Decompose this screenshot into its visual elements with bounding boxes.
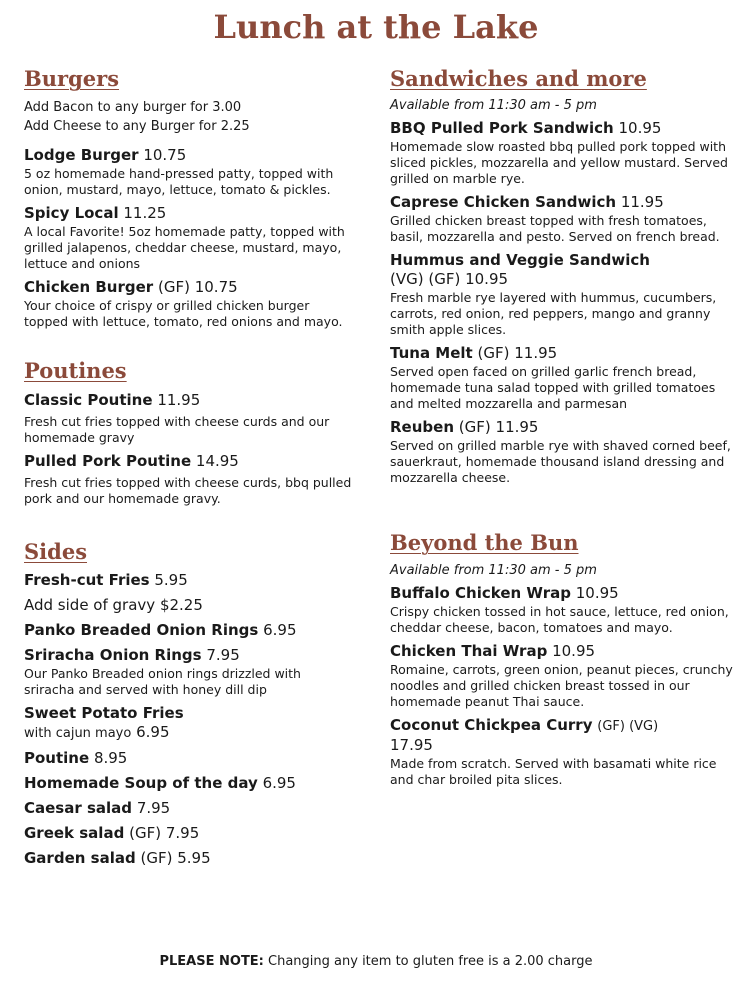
item-name: Lodge Burger bbox=[24, 146, 139, 165]
menu-item bbox=[390, 344, 735, 412]
item-name: Poutine bbox=[24, 748, 90, 767]
menu-item bbox=[24, 278, 354, 330]
item-name: Buffalo Chicken Wrap bbox=[390, 583, 571, 602]
item-tags: (GF) (VG) bbox=[597, 718, 659, 734]
item-tags: (GF) bbox=[477, 344, 510, 363]
item-tags: (GF) bbox=[129, 823, 162, 842]
item-description: Fresh marble rye layered with hummus, cucumbers, carrots, red onion, red peppers, mango and granny smith apple slices. bbox=[390, 290, 717, 338]
item-name: Coconut Chickpea Curry bbox=[390, 715, 593, 734]
burgers-heading: Burgers bbox=[24, 66, 120, 91]
menu-item bbox=[390, 418, 735, 486]
item-price: 11.95 bbox=[157, 390, 201, 409]
menu-item bbox=[24, 774, 354, 793]
item-price: 11.95 bbox=[620, 193, 664, 212]
item-price: 10.95 bbox=[465, 270, 509, 289]
bun-availability: Available from 11:30 am - 5 pm bbox=[390, 562, 597, 578]
menu-item bbox=[24, 391, 354, 446]
item-name: Reuben bbox=[390, 418, 454, 437]
item-name: Pulled Pork Poutine bbox=[24, 451, 192, 470]
sandwiches-availability: Available from 11:30 am - 5 pm bbox=[390, 98, 597, 114]
item-sub: with cajun mayo bbox=[24, 725, 132, 741]
menu-item bbox=[24, 749, 354, 768]
item-tags: (GF) bbox=[157, 278, 190, 297]
item-description: A local Favorite! 5oz homemade patty, topped with grilled jalapenos, cheddar cheese, mustard, mayo, lettuce and onions bbox=[24, 224, 345, 272]
item-name: Spicy Local bbox=[24, 204, 119, 223]
menu-item bbox=[24, 452, 354, 507]
menu-item bbox=[390, 584, 735, 636]
menu-item bbox=[24, 849, 354, 868]
menu-item bbox=[24, 204, 354, 272]
item-name: Hummus and Veggie Sandwich bbox=[390, 251, 650, 270]
right-column bbox=[390, 66, 735, 788]
menu-item bbox=[24, 571, 354, 590]
menu-item bbox=[24, 799, 354, 818]
menu-item bbox=[390, 642, 735, 710]
item-description: Grilled chicken breast topped with fresh tomatoes, basil, mozzarella and pesto. Served on french bread. bbox=[390, 213, 720, 245]
sides-heading: Sides bbox=[24, 538, 88, 564]
menu-item bbox=[24, 704, 354, 743]
poutines-heading: Poutines bbox=[24, 358, 127, 384]
item-description: Our Panko Breaded onion rings drizzled with sriracha and served with honey dill dip bbox=[24, 665, 301, 697]
item-name: Homemade Soup of the day bbox=[24, 773, 258, 792]
menu-item bbox=[390, 716, 735, 788]
sandwiches-heading: Sandwiches and more bbox=[390, 66, 647, 91]
item-description: Made from scratch. Served with basamati white rice and char broiled pita slices. bbox=[390, 755, 717, 787]
menu-item bbox=[24, 646, 354, 698]
item-name: Sweet Potato Fries bbox=[24, 703, 184, 722]
item-name: Tuna Melt bbox=[390, 344, 473, 363]
item-price: 6.95 bbox=[263, 620, 297, 639]
item-description: 5 oz homemade hand-pressed patty, topped with onion, mustard, mayo, lettuce, tomato & pickles. bbox=[24, 166, 334, 198]
item-price: 7.95 bbox=[206, 645, 240, 664]
item-name: BBQ Pulled Pork Sandwich bbox=[390, 119, 614, 138]
footer-text: Changing any item to gluten free is a 2.00 charge bbox=[263, 954, 593, 969]
item-name: Panko Breaded Onion Rings bbox=[24, 620, 259, 639]
item-description: Homemade slow roasted bbq pulled pork topped with sliced pickles, mozzarella and yellow mustard. Served grilled on marble rye. bbox=[390, 139, 728, 187]
menu-item bbox=[390, 119, 735, 187]
item-name: Garden salad bbox=[24, 848, 136, 867]
gluten-free-note bbox=[0, 954, 752, 969]
item-description: Romaine, carrots, green onion, peanut pieces, crunchy noodles and grilled chicken breast tossed in our homemade peanut Thai sauce. bbox=[390, 661, 733, 709]
item-price: 7.95 bbox=[165, 823, 200, 842]
item-tags: (GF) bbox=[458, 418, 491, 437]
menu-item bbox=[24, 824, 354, 843]
item-description: Fresh cut fries topped with cheese curds and our homemade gravy bbox=[24, 413, 330, 445]
item-name: Fresh-cut Fries bbox=[24, 570, 150, 589]
item-price: 17.95 bbox=[390, 735, 433, 754]
item-price: 10.95 bbox=[575, 583, 619, 602]
item-price: 10.95 bbox=[552, 641, 596, 660]
left-column bbox=[24, 66, 354, 868]
item-name: Classic Poutine bbox=[24, 390, 153, 409]
item-price: 7.95 bbox=[136, 798, 171, 817]
item-price: 8.95 bbox=[93, 748, 128, 767]
item-name: Caprese Chicken Sandwich bbox=[390, 193, 617, 212]
item-price: 6.95 bbox=[262, 773, 296, 792]
item-price: 11.95 bbox=[495, 418, 539, 437]
item-price: 10.75 bbox=[194, 278, 238, 297]
cheese-note: Add Cheese to any Burger for 2.25 bbox=[24, 119, 250, 135]
item-name: Sriracha Onion Rings bbox=[24, 645, 202, 664]
gravy-note: Add side of gravy $2.25 bbox=[24, 595, 203, 614]
item-price: 10.95 bbox=[618, 119, 662, 138]
menu-item bbox=[390, 193, 735, 245]
item-price: 11.95 bbox=[514, 344, 558, 363]
item-price: 6.95 bbox=[136, 722, 170, 741]
item-description: Your choice of crispy or grilled chicken burger topped with lettuce, tomato, red onions and mayo. bbox=[24, 298, 343, 330]
item-name: Chicken Thai Wrap bbox=[390, 641, 548, 660]
item-name: Greek salad bbox=[24, 823, 125, 842]
item-name: Chicken Burger bbox=[24, 278, 154, 297]
item-price: 10.75 bbox=[138, 146, 187, 165]
item-description: Fresh cut fries topped with cheese curds, bbq pulled pork and our homemade gravy. bbox=[24, 474, 352, 506]
item-description: Served on grilled marble rye with shaved corned beef, sauerkraut, homemade thousand island dressing and mozzarella cheese. bbox=[390, 438, 731, 486]
item-price: 5.95 bbox=[177, 848, 211, 867]
item-description: Served open faced on grilled garlic french bread, homemade tuna salad topped with grilled tomatoes and melted mozzarella and parmesan bbox=[390, 364, 716, 412]
item-price: 11.25 bbox=[123, 204, 167, 223]
footer-label: PLEASE NOTE: bbox=[159, 954, 264, 969]
item-price: 5.95 bbox=[154, 570, 188, 589]
item-price: 14.95 bbox=[195, 451, 239, 470]
menu-item bbox=[390, 251, 735, 338]
item-tags: (GF) bbox=[140, 848, 173, 867]
bacon-note: Add Bacon to any burger for 3.00 bbox=[24, 100, 242, 116]
menu-item bbox=[24, 621, 354, 640]
item-description: Crispy chicken tossed in hot sauce, lettuce, red onion, cheddar cheese, bacon, tomatoes and mayo. bbox=[390, 603, 729, 635]
page-title: Lunch at the Lake bbox=[213, 8, 539, 46]
item-tags: (VG) (GF) bbox=[390, 270, 461, 289]
item-name: Caesar salad bbox=[24, 798, 133, 817]
bun-heading: Beyond the Bun bbox=[390, 530, 579, 556]
menu-item bbox=[24, 146, 354, 198]
